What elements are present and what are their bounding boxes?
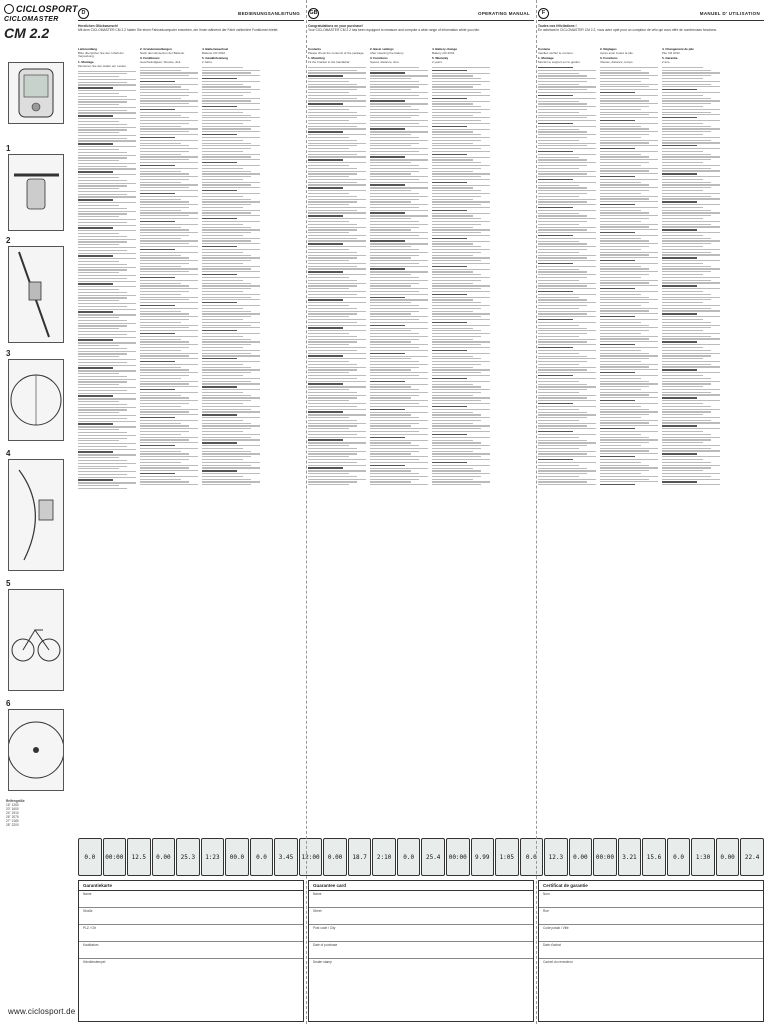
lcd-value: 22.4 bbox=[744, 853, 760, 861]
lcd-value: 00:00 bbox=[448, 853, 467, 861]
text-lines bbox=[140, 67, 198, 486]
section-heading: 2. Basic settings bbox=[370, 48, 394, 51]
lcd-value: 18.7 bbox=[352, 853, 367, 861]
form-row[interactable]: Date d'achat bbox=[539, 942, 763, 959]
form-row[interactable]: Rue bbox=[539, 908, 763, 925]
mounting-figure bbox=[8, 154, 64, 231]
lang-badge: D bbox=[78, 8, 89, 19]
form-row[interactable]: Name bbox=[309, 891, 533, 908]
section-text: After inserting the battery. bbox=[370, 50, 405, 55]
header-title: MANUEL D' UTILISATION bbox=[699, 10, 760, 16]
text-column bbox=[600, 48, 658, 834]
text-column bbox=[662, 48, 720, 834]
tire-table bbox=[6, 799, 66, 827]
table-row: 28" 2200 bbox=[6, 823, 19, 827]
lcd-display bbox=[250, 838, 274, 876]
website-url[interactable]: www.ciclosport.de bbox=[8, 1007, 76, 1016]
section-heading: 3. Funktionen bbox=[140, 56, 160, 61]
lcd-display bbox=[78, 838, 102, 876]
section-heading: 5. Warranty bbox=[432, 56, 449, 61]
text-column bbox=[432, 48, 490, 834]
lcd-display bbox=[691, 838, 715, 876]
section-heading: Lieferumfang bbox=[78, 48, 98, 51]
form-row[interactable]: Händlerstempel bbox=[83, 960, 106, 964]
section-heading: 3. Functions bbox=[370, 56, 388, 61]
lcd-value: 0.0 bbox=[673, 853, 684, 861]
section-heading: 5. Gewährleistung bbox=[202, 56, 228, 61]
section-text: Pile CR 2032. bbox=[662, 50, 681, 55]
intro-text: Your CICLOMASTER CM 2.2 has been equipped to measure and compute a wide range of information while you ride. bbox=[308, 28, 480, 32]
lcd-value: 12.3 bbox=[548, 853, 564, 861]
cable-figure bbox=[8, 459, 64, 571]
table-row: 16" 1260 bbox=[6, 803, 19, 807]
text-column bbox=[538, 48, 596, 834]
sensor-figure bbox=[8, 246, 64, 343]
section-heading: 1. Mounting bbox=[308, 56, 325, 61]
intro-text: Mit dem CICLOMASTER CM 2.2 haben Sie einen Fahrradcomputer erworben, der Ihnen während der Fahrt zahlreiche Funktionen bietet. bbox=[78, 28, 279, 32]
section-heading: 4. Batteriewechsel bbox=[202, 48, 229, 51]
form-title: Garantiekarte bbox=[79, 881, 303, 891]
table-heading: Reifengröße bbox=[6, 799, 25, 803]
table-row: 24" 1910 bbox=[6, 811, 19, 815]
text-column bbox=[370, 48, 428, 834]
lcd-value: 0.0 bbox=[84, 853, 96, 861]
lcd-display bbox=[667, 838, 691, 876]
intro-fr bbox=[538, 24, 764, 32]
lcd-display bbox=[274, 838, 298, 876]
section-text: Battery CR 2032. bbox=[432, 50, 456, 55]
section-text: Speed, distance, time. bbox=[370, 60, 400, 65]
logo-text: CICLOSPORT bbox=[16, 4, 78, 14]
lcd-value: 0.00 bbox=[573, 853, 588, 861]
lcd-display bbox=[446, 838, 470, 876]
columns-fr bbox=[538, 48, 720, 834]
display-strip bbox=[78, 838, 764, 876]
form-row[interactable]: PLZ / Ort bbox=[79, 925, 303, 942]
lcd-value: 00:00 bbox=[105, 853, 124, 861]
section-text: Veuillez vérifier le contenu. bbox=[538, 50, 574, 55]
section-heading: 4. Battery change bbox=[432, 48, 458, 51]
section-text: 2 Jahre. bbox=[202, 60, 213, 65]
warranty-form-fr bbox=[538, 880, 764, 1022]
section-heading: 2. Grundeinstellungen bbox=[140, 48, 172, 51]
intro-de bbox=[78, 24, 304, 32]
logo-ring-icon bbox=[4, 4, 14, 14]
intro-gb bbox=[308, 24, 534, 32]
lcd-display bbox=[201, 838, 225, 876]
lcd-value: 0.0 bbox=[256, 853, 267, 861]
form-title: Guarantee card bbox=[309, 881, 533, 891]
lcd-value: 00.0 bbox=[229, 853, 245, 861]
lcd-display bbox=[544, 838, 568, 876]
lcd-value: 0.0 bbox=[403, 853, 415, 861]
magnet-figure bbox=[8, 359, 64, 441]
text-lines bbox=[600, 67, 658, 486]
section-text: Nach dem Einsetzen der Batterie. bbox=[140, 50, 185, 55]
text-column bbox=[78, 48, 136, 834]
figure-number: 6 bbox=[6, 699, 11, 708]
fold-line bbox=[536, 0, 537, 1024]
lcd-value: 1:23 bbox=[205, 853, 220, 861]
wheel-figure bbox=[8, 709, 64, 791]
lcd-display bbox=[495, 838, 519, 876]
intro-heading: Herzlichen Glückwunsch! bbox=[78, 24, 119, 28]
form-row[interactable]: Date of purchase bbox=[309, 942, 533, 959]
lcd-value: 0.00 bbox=[156, 853, 171, 861]
lcd-value: 3.21 bbox=[622, 853, 637, 861]
table-row: 20" 1600 bbox=[6, 807, 19, 811]
section-text: Vitesse, distance, temps. bbox=[600, 60, 634, 65]
section-text: Geschwindigkeit, Strecke, Zeit. bbox=[140, 60, 182, 65]
columns-de bbox=[78, 48, 260, 834]
form-row[interactable]: Kaufdatum bbox=[79, 942, 303, 959]
lcd-value: 12:00 bbox=[301, 853, 320, 861]
lcd-display bbox=[397, 838, 421, 876]
device-image bbox=[8, 62, 64, 124]
left-panel bbox=[4, 4, 78, 1020]
form-row[interactable]: Straße bbox=[79, 908, 303, 925]
section-heading: Contenu bbox=[538, 48, 551, 51]
text-lines bbox=[432, 67, 490, 486]
section-heading: 1. Montage bbox=[538, 56, 554, 61]
table-row: 27" 2180 bbox=[6, 819, 19, 823]
model-name: CM 2.2 bbox=[4, 25, 50, 41]
figure-number: 5 bbox=[6, 579, 11, 588]
form-row[interactable]: Cachet du revendeur bbox=[543, 960, 573, 964]
form-row[interactable]: Dealer stamp bbox=[313, 960, 332, 964]
columns-gb bbox=[308, 48, 490, 834]
lcd-display bbox=[348, 838, 372, 876]
section-heading: 3. Fonctions bbox=[600, 56, 618, 61]
lcd-value: 12.5 bbox=[131, 853, 147, 861]
form-row[interactable]: Street bbox=[309, 908, 533, 925]
text-lines bbox=[538, 67, 596, 486]
warranty-form-gb bbox=[308, 880, 534, 1022]
lcd-value: 25.3 bbox=[180, 853, 196, 861]
lcd-display bbox=[176, 838, 200, 876]
section-text: Batterie CR 2032. bbox=[202, 50, 226, 55]
text-lines bbox=[662, 67, 720, 486]
intro-heading: Congratulations on your purchase! bbox=[308, 24, 363, 28]
lcd-value: 0.00 bbox=[720, 853, 735, 861]
lcd-display bbox=[593, 838, 617, 876]
section-text: Montieren Sie den Halter am Lenker. bbox=[78, 63, 127, 68]
bike-figure bbox=[8, 589, 64, 691]
header-title: BEDIENUNGSANLEITUNG bbox=[238, 10, 300, 16]
form-row[interactable]: Nom bbox=[539, 891, 763, 908]
section-text: Montez le support sur le guidon. bbox=[538, 60, 581, 65]
lang-badge: F bbox=[538, 8, 549, 19]
figure-number: 1 bbox=[6, 144, 11, 153]
product-name: CICLOMASTER bbox=[4, 16, 59, 23]
lcd-value: 0.0 bbox=[525, 853, 537, 861]
form-row[interactable]: Post code / City bbox=[309, 925, 533, 942]
section-text: Après avoir inséré la pile. bbox=[600, 50, 634, 55]
text-lines bbox=[202, 67, 260, 486]
brand-logo bbox=[4, 4, 78, 14]
lcd-display bbox=[471, 838, 495, 876]
text-lines bbox=[370, 67, 428, 486]
text-column bbox=[308, 48, 366, 834]
lcd-display bbox=[323, 838, 347, 876]
lcd-display bbox=[569, 838, 593, 876]
lcd-value: 9.99 bbox=[475, 853, 490, 861]
section-text: Fit the bracket to the handlebar. bbox=[308, 60, 351, 65]
figure-number: 4 bbox=[6, 449, 11, 458]
figure-number: 2 bbox=[6, 236, 11, 245]
lcd-display bbox=[127, 838, 151, 876]
section-text: Please check the contents of the package. bbox=[308, 50, 365, 55]
figure-number: 3 bbox=[6, 349, 11, 358]
intro-text: En achetant le CICLOMASTER CM 2.2, vous avez opté pour un compteur de vélo qui vous offre de nombreuses fonctions. bbox=[538, 28, 717, 32]
table-row: 26" 2075 bbox=[6, 815, 19, 819]
section-text: 2 years. bbox=[432, 60, 443, 65]
warranty-form-de bbox=[78, 880, 304, 1022]
lcd-display bbox=[225, 838, 249, 876]
lcd-display bbox=[520, 838, 544, 876]
lcd-value: 3.45 bbox=[278, 853, 294, 861]
lang-badge: GB bbox=[308, 8, 319, 19]
intro-heading: Toutes nos félicitations ! bbox=[538, 24, 577, 28]
text-column bbox=[140, 48, 198, 834]
form-row[interactable]: Name bbox=[79, 891, 303, 908]
header-title: OPERATING MANUAL bbox=[478, 10, 530, 16]
lcd-display bbox=[103, 838, 127, 876]
text-column bbox=[202, 48, 260, 834]
fold-line bbox=[306, 0, 307, 1024]
lcd-value: 1:05 bbox=[499, 853, 515, 861]
lcd-display bbox=[152, 838, 176, 876]
lcd-display bbox=[716, 838, 740, 876]
lcd-value: 25.4 bbox=[425, 853, 441, 861]
section-text: Bitte überprüfen Sie den Inhalt der Verpackung. bbox=[78, 50, 124, 59]
lcd-display bbox=[642, 838, 666, 876]
text-lines bbox=[78, 71, 136, 490]
lcd-display bbox=[299, 838, 323, 876]
lcd-value: 0.00 bbox=[327, 853, 343, 861]
header-fr bbox=[538, 6, 764, 21]
section-heading: 4. Changement de pile bbox=[662, 48, 694, 51]
section-text: 2 ans. bbox=[662, 60, 671, 65]
header-de bbox=[78, 6, 304, 21]
section-heading: 5. Garantie bbox=[662, 56, 678, 61]
section-heading: 1. Montage bbox=[78, 60, 94, 65]
lcd-value: 15.6 bbox=[646, 853, 662, 861]
section-heading: 2. Réglages bbox=[600, 48, 617, 51]
header-gb bbox=[308, 6, 534, 21]
lcd-value: 00:00 bbox=[595, 853, 614, 861]
form-title: Certificat de garantie bbox=[539, 881, 763, 891]
lcd-display bbox=[618, 838, 642, 876]
text-lines bbox=[308, 67, 366, 486]
lcd-value: 2:10 bbox=[376, 853, 392, 861]
lcd-display bbox=[421, 838, 445, 876]
form-row[interactable]: Code postal / Ville bbox=[539, 925, 763, 942]
lcd-value: 1:30 bbox=[695, 853, 711, 861]
lcd-display bbox=[740, 838, 764, 876]
section-heading: Contents bbox=[308, 48, 321, 51]
lcd-display bbox=[372, 838, 396, 876]
